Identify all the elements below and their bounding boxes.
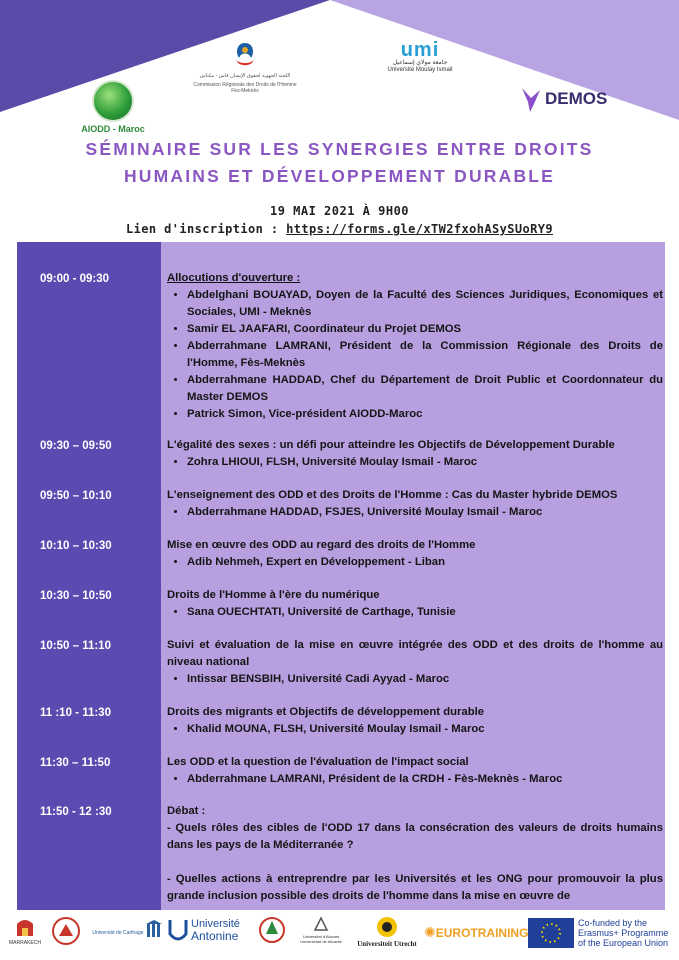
antonine-label-2: Antonine (191, 929, 239, 943)
aiodd-label: AIODD - Maroc (81, 124, 145, 134)
speaker-item: • Khalid MOUNA, FLSH, Université Moulay Ismail - Maroc (187, 721, 663, 738)
carthage-label: Université de Carthage (92, 930, 144, 936)
cndh-logo (190, 40, 300, 94)
slot-time: 11:50 - 12 :30 (40, 806, 112, 818)
slot-title: Allocutions d'ouverture : (167, 272, 301, 284)
slot-content (167, 587, 663, 621)
umi-logo (380, 40, 460, 74)
aiodd-logo (78, 80, 148, 134)
umi-text-ar: جامعة مولاي إسماعيل (392, 60, 448, 66)
marrakech-label: MARRAKECH (9, 940, 41, 946)
partner-logos-footer (0, 910, 679, 960)
seminar-title (0, 136, 679, 190)
slot-title: Les ODD et la question de l'évaluation de l'impact social (167, 756, 469, 768)
slot-time: 11 :10 - 11:30 (40, 707, 111, 719)
speaker-item: • Sana OUECHTATI, Université de Carthage, Tunisie (187, 604, 663, 621)
arabic-university-logo (48, 916, 84, 948)
cndh-emblem-icon (230, 40, 260, 70)
erasmus-label: Co-funded by the Erasmus+ Programme of the European Union (578, 918, 669, 948)
umi-text-fr: Université Moulay Ismail (387, 67, 453, 73)
slot-time: 10:50 – 11:10 (40, 640, 111, 652)
slot-title: Débat : (167, 805, 206, 817)
slot-time: 11:30 – 11:50 (40, 757, 111, 769)
slot-title: L'égalité des sexes : un défi pour atteindre les Objectifs de Développement Durable (167, 439, 615, 451)
speaker-item: • Zohra LHIOUI, FLSH, Université Moulay Ismail - Maroc (187, 454, 663, 471)
slot-title: Droits de l'Homme à l'ère du numérique (167, 589, 380, 601)
program-table (17, 242, 665, 910)
columns-icon (146, 920, 162, 938)
slot-time: 10:10 – 10:30 (40, 540, 112, 552)
speaker-list (167, 554, 663, 571)
alicante-emblem-icon (313, 916, 329, 932)
marrakech-logo (8, 916, 42, 946)
utrecht-label: Universiteit Utrecht (357, 940, 417, 948)
speaker-item: • Abderrahmane HADDAD, FSJES, Université Moulay Ismail - Maroc (187, 504, 663, 521)
globe-icon (92, 80, 134, 122)
cndh-text-ar: اللجنة الجهوية لحقوق الإنسان فاس - مكناس (199, 73, 291, 79)
speaker-item: • Samir EL JAAFARI, Coordinateur du Projet DEMOS (187, 321, 663, 338)
eu-flag-icon (528, 918, 574, 948)
star-icon: ✺ (424, 924, 436, 940)
slot-content (167, 537, 663, 571)
eurotraining-logo (424, 924, 529, 941)
carthage-logo (90, 920, 162, 938)
utrecht-logo (352, 916, 422, 948)
registration-label: Lien d'inscription : (126, 222, 287, 236)
title-line-2: HUMAINS ET DÉVELOPPEMENT DURABLE (123, 166, 556, 186)
eurotraining-label: EUROTRAINING (435, 926, 529, 940)
demos-label: DEMOS (545, 89, 608, 108)
university-emblem-icon (51, 916, 81, 946)
slot-content (167, 803, 663, 905)
slot-content (167, 704, 663, 738)
antonine-u-icon (168, 918, 188, 944)
antonine-logo (168, 918, 250, 944)
slot-time: 09:50 – 10:10 (40, 490, 112, 502)
speaker-item: • Abdelghani BOUAYAD, Doyen de la Faculté des Sciences Juridiques, Economiques et Sociales, UMI - Meknès (187, 287, 663, 321)
demos-bird-icon (520, 84, 542, 114)
speaker-item: • Patrick Simon, Vice-président AIODD-Maroc (187, 406, 663, 423)
title-line-1: SÉMINAIRE SUR LES SYNERGIES ENTRE DROITS (85, 139, 594, 159)
speaker-list (167, 771, 663, 788)
utrecht-sun-icon (376, 916, 398, 938)
slot-title: L'enseignement des ODD et des Droits de l'Homme : Cas du Master hybride DEMOS (167, 489, 618, 501)
slot-content (167, 270, 663, 423)
registration-link[interactable]: https://forms.gle/xTW2fxohASySUoRY9 (286, 222, 553, 236)
slot-content (167, 437, 663, 471)
speaker-item: • Abderrahmane LAMRANI, Président de la CRDH - Fès-Meknès - Maroc (187, 771, 663, 788)
slot-content (167, 487, 663, 521)
lebanese-university-logo (256, 916, 288, 948)
antonine-label-1: Université (191, 918, 240, 930)
speaker-list (167, 721, 663, 738)
slot-time: 09:00 - 09:30 (40, 273, 110, 285)
demos-logo (520, 84, 630, 114)
speaker-item: • Abderrahmane HADDAD, Chef du Département de Droit Public et Coordonnateur du Master DEMOS (187, 372, 663, 406)
speaker-item: • Abderrahmane LAMRANI, Président de la Commission Régionale des Droits de l'Homme, Fès-Meknès (187, 338, 663, 372)
event-date: 19 MAI 2021 À 9H00 (269, 204, 410, 218)
speaker-list (167, 504, 663, 521)
umi-mark: umi (400, 39, 440, 61)
registration-line (0, 222, 679, 236)
slot-content (167, 754, 663, 788)
slot-time: 09:30 – 09:50 (40, 440, 112, 452)
speaker-list (167, 287, 663, 423)
slot-time: 10:30 – 10:50 (40, 590, 112, 602)
cedar-emblem-icon (258, 916, 286, 946)
speaker-item: • Adib Nehmeh, Expert en Développement - Liban (187, 554, 663, 571)
marrakech-emblem-icon (13, 916, 37, 938)
cndh-text-fr: Commission Régionale des Droits de l'Homme Fès-Meknès (193, 82, 297, 94)
slot-content (167, 637, 663, 688)
debate-question: - Quelles actions à entreprendre par les Universités et les ONG pour promouvoir la plus grande inclusion possible des droits de l'homme dans la mise en œuvre de (167, 873, 663, 902)
speaker-item: • Intissar BENSBIH, Université Cadi Ayyad - Maroc (187, 671, 663, 688)
erasmus-logo (528, 918, 678, 948)
slot-title: Suivi et évaluation de la mise en œuvre intégrée des ODD et des droits de l'homme au niveau national (167, 639, 663, 668)
alicante-label: Universitat d'Alacant Universidad de Alicante (300, 934, 342, 944)
speaker-list (167, 604, 663, 621)
debate-question: - Quels rôles des cibles de l'ODD 17 dans la consécration des valeurs de droits humains dans les pays de la Méditerranée ? (167, 822, 663, 851)
alicante-logo (296, 916, 346, 944)
speaker-list (167, 454, 663, 471)
slot-title: Mise en œuvre des ODD au regard des droits de l'Homme (167, 539, 476, 551)
speaker-list (167, 671, 663, 688)
slot-title: Droits des migrants et Objectifs de développement durable (167, 706, 485, 718)
